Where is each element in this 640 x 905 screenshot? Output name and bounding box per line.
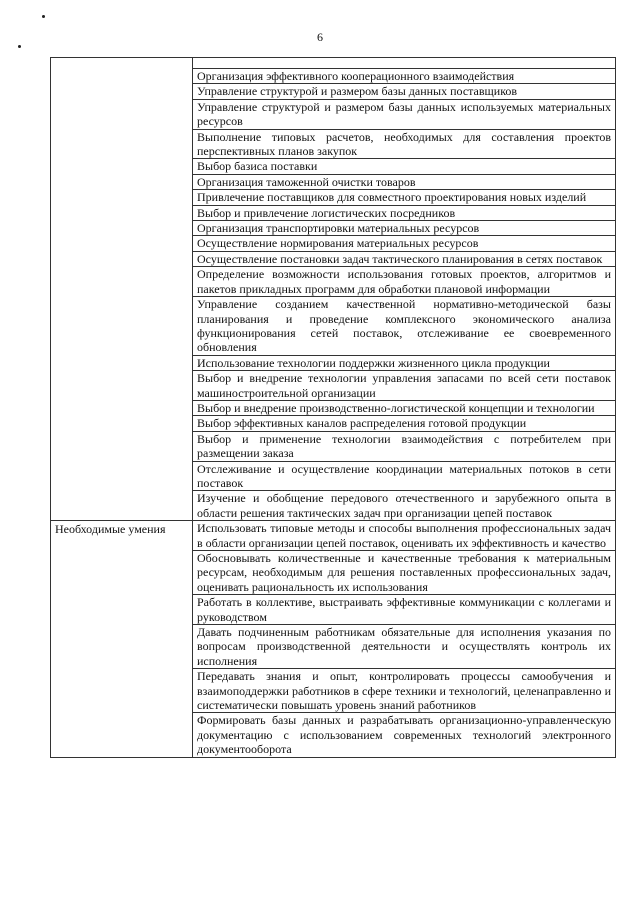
table-cell: Осуществление нормирования материальных ресурсов: [193, 236, 616, 251]
table-cell: Обосновывать количественные и качественные требования к материальным ресурсам, необходимым для решения поставленных профессиональных задач, оценивать рациональность их использования: [193, 551, 616, 595]
knowledge-label-cell: [51, 58, 193, 521]
table-cell: Выбор эффективных каналов распределения готовой продукции: [193, 416, 616, 431]
table-cell: Выбор базиса поставки: [193, 159, 616, 174]
table-cell: Формировать базы данных и разрабатывать организационно-управленческую документацию с использованием современных технологий электронного документооборота: [193, 713, 616, 757]
table-cell: Выбор и применение технологии взаимодействия с потребителем при размещении заказа: [193, 431, 616, 461]
table-cell: Определение возможности использования готовых проектов, алгоритмов и пакетов прикладных программ для обработки плановой информации: [193, 267, 616, 297]
table-cell: Управление структурой и размером базы данных поставщиков: [193, 84, 616, 99]
table-cell: Работать в коллективе, выстраивать эффективные коммуникации с коллегами и руководством: [193, 595, 616, 625]
table-row: [51, 521, 616, 551]
scan-dot: [18, 45, 21, 48]
table-cell: Выбор и привлечение логистических посредников: [193, 205, 616, 220]
table-cell: Управление созданием качественной нормативно-методической базы планирования и проведение комплексного экономического анализа функционирования сетей поставок, отслеживание ее своевременного обновления: [193, 297, 616, 356]
table-cell: Выбор и внедрение производственно-логистической концепции и технологии: [193, 400, 616, 415]
page-number: 6: [317, 30, 323, 44]
table-cell: Привлечение поставщиков для совместного проектирования новых изделий: [193, 190, 616, 205]
table-cell: Давать подчиненным работникам обязательные для исполнения указания по вопросам производственной деятельности и осуществлять контроль их исполнения: [193, 625, 616, 669]
requirements-table-body: [51, 58, 616, 758]
table-cell: Использование технологии поддержки жизненного цикла продукции: [193, 355, 616, 370]
skills-label-cell: Необходимые умения: [51, 521, 193, 758]
table-cell: Осуществление постановки задач тактического планирования в сетях поставок: [193, 251, 616, 266]
table-row: [51, 58, 616, 69]
table-cell: Организация таможенной очистки товаров: [193, 174, 616, 189]
requirements-table: [50, 57, 616, 758]
table-cell: Отслеживание и осуществление координации материальных потоков в сети поставок: [193, 461, 616, 491]
scan-dot: [42, 15, 45, 18]
table-cell: Управление структурой и размером базы данных используемых материальных ресурсов: [193, 99, 616, 129]
table-cell: Выполнение типовых расчетов, необходимых для составления проектов перспективных планов закупок: [193, 129, 616, 159]
table-cell: Изучение и обобщение передового отечественного и зарубежного опыта в области решения тактических задач при организации цепей поставок: [193, 491, 616, 521]
table-cell: Организация транспортировки материальных ресурсов: [193, 221, 616, 236]
table-cell: Выбор и внедрение технологии управления запасами по всей сети поставок машиностроительной организации: [193, 371, 616, 401]
table-cell: [193, 58, 616, 69]
table-cell: Использовать типовые методы и способы выполнения профессиональных задач в области организации цепей поставок, оценивать их эффективность и качество: [193, 521, 616, 551]
table-cell: Передавать знания и опыт, контролировать процессы самообучения и взаимоподдержки работников в сфере техники и технологий, целенаправленно и систематически повышать уровень знаний работников: [193, 669, 616, 713]
table-cell: Организация эффективного кооперационного взаимодействия: [193, 69, 616, 84]
